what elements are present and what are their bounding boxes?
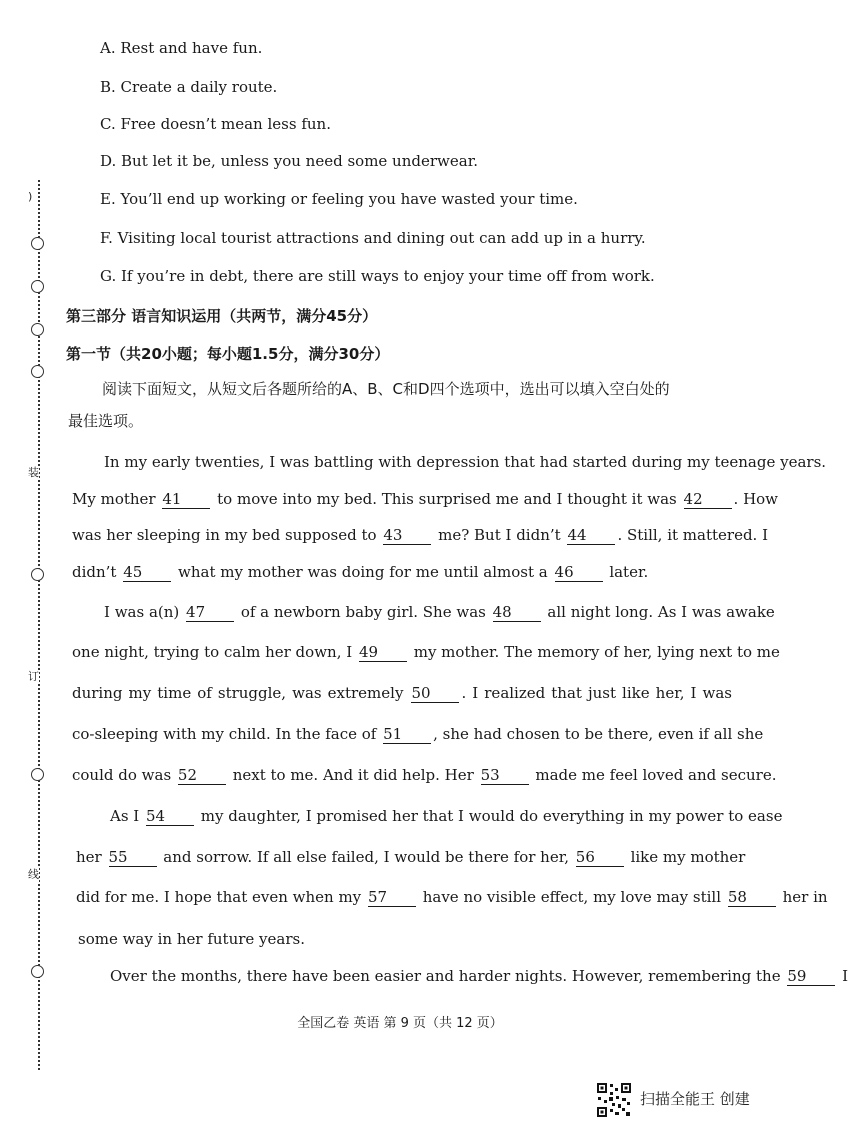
binding-mark: ) [28,190,33,203]
binding-mark-xian: 线 [28,868,39,881]
option-g: G. If you’re in debt, there are still ways to enjoy your time off from work. [100,267,655,285]
binding-circle [31,323,44,336]
section1-heading: 第一节（共20小题；每小题1.5分，满分30分） [66,345,390,363]
blank-43[interactable]: 43 [383,526,431,545]
option-d: D. But let it be, unless you need some underwear. [100,152,478,170]
binding-mark-ding: 订 [28,670,39,683]
passage-line: In my early twenties, I was battling with depression that had started during my teenage years. [104,453,827,471]
qr-code-icon [596,1082,632,1118]
option-a: A. Rest and have fun. [100,39,263,57]
passage-line: didn’t 45 what my mother was doing for me until almost a 46 later. [72,563,649,581]
passage-line: some way in her future years. [78,930,305,948]
binding-dotted-line [38,180,40,1070]
blank-55[interactable]: 55 [109,848,157,867]
passage-line: during my time of struggle, was extremely 50 . I realized that just like her, I was [72,684,732,702]
part3-heading: 第三部分 语言知识运用（共两节，满分45分） [66,307,378,325]
passage-line: My mother 41 to move into my bed. This surprised me and I thought it was 42 . How [72,490,779,508]
passage-line: I was a(n) 47 of a newborn baby girl. She was 48 all night long. As I was awake [104,603,775,621]
passage-line: Over the months, there have been easier and harder nights. However, remembering the 59 I [110,967,848,985]
blank-48[interactable]: 48 [493,603,541,622]
option-f: F. Visiting local tourist attractions and dining out can add up in a hurry. [100,229,646,247]
blank-49[interactable]: 49 [359,643,407,662]
blank-53[interactable]: 53 [481,766,529,785]
blank-56[interactable]: 56 [576,848,624,867]
binding-circle [31,237,44,250]
blank-45[interactable]: 45 [123,563,171,582]
passage-line: was her sleeping in my bed supposed to 43 me? But I didn’t 44 . Still, it mattered. I [72,526,769,544]
blank-46[interactable]: 46 [555,563,603,582]
blank-50[interactable]: 50 [411,684,459,703]
passage-line: her 55 and sorrow. If all else failed, I would be there for her, 56 like my mother [76,848,746,866]
blank-51[interactable]: 51 [383,725,431,744]
blank-58[interactable]: 58 [728,888,776,907]
passage-line: co-sleeping with my child. In the face of 51 , she had chosen to be there, even if all she [72,725,764,743]
binding-mark-zhuang: 装 [28,466,39,479]
blank-54[interactable]: 54 [146,807,194,826]
passage-line: As I 54 my daughter, I promised her that I would do everything in my power to ease [110,807,783,825]
blank-59[interactable]: 59 [787,967,835,986]
blank-42[interactable]: 42 [684,490,732,509]
instruction-line2: 最佳选项。 [68,412,144,430]
scanner-watermark: 扫描全能王 创建 [640,1090,750,1108]
blank-41[interactable]: 41 [162,490,210,509]
binding-circle [31,568,44,581]
blank-47[interactable]: 47 [186,603,234,622]
passage-line: did for me. I hope that even when my 57 have no visible effect, my love may still 58 her in [76,888,828,906]
blank-44[interactable]: 44 [567,526,615,545]
binding-circle [31,280,44,293]
option-b: B. Create a daily route. [100,78,278,96]
passage-line: one night, trying to calm her down, I 49 my mother. The memory of her, lying next to me [72,643,780,661]
blank-52[interactable]: 52 [178,766,226,785]
option-e: E. You’ll end up working or feeling you have wasted your time. [100,190,578,208]
binding-circle [31,965,44,978]
page-footer: 全国乙卷 英语 第 9 页（共 12 页） [297,1016,503,1031]
blank-57[interactable]: 57 [368,888,416,907]
binding-circle [31,365,44,378]
passage-line: could do was 52 next to me. And it did help. Her 53 made me feel loved and secure. [72,766,777,784]
binding-margin [24,180,54,1070]
option-c: C. Free doesn’t mean less fun. [100,115,331,133]
binding-circle [31,768,44,781]
instruction-line1: 阅读下面短文，从短文后各题所给的A、B、C和D四个选项中，选出可以填入空白处的 [102,380,670,398]
